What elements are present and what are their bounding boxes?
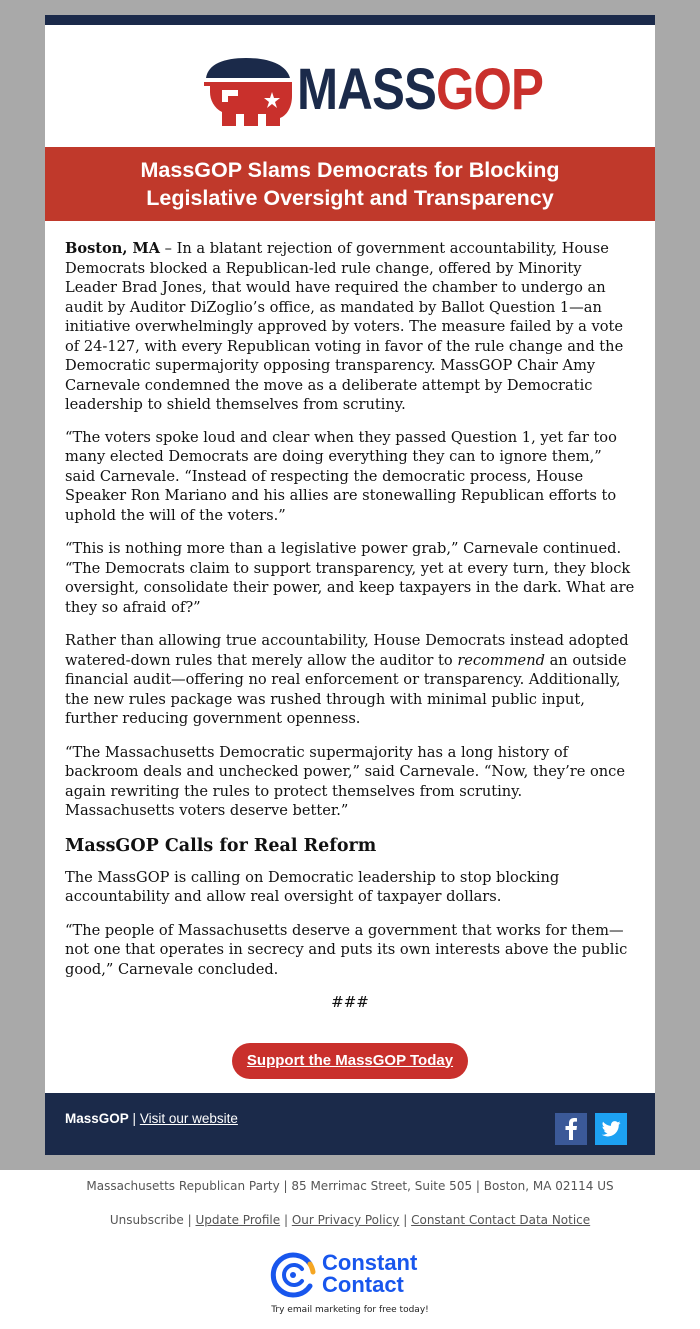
paragraph-5: “The Massachusetts Democratic supermajority has a long history of backroom deals and unchecked power,” said Carnevale. “Now, they’re once again rewriting the rules to protect themselves from scrutiny. Massachusetts voters deserve better.”	[65, 743, 625, 819]
constant-contact-icon	[270, 1252, 316, 1298]
page-title: MassGOP Slams Democrats for Blocking Legislative Oversight and Transparency	[140, 158, 560, 210]
footer-separator: |	[132, 1111, 137, 1126]
paragraph-7: “The people of Massachusetts deserve a government that works for them—not one that operates in secrecy and puts its own interests above the public good,” Carnevale concluded.	[65, 921, 628, 978]
twitter-icon[interactable]	[595, 1113, 627, 1145]
headline-banner	[45, 147, 655, 221]
top-accent-bar	[45, 15, 655, 25]
support-button[interactable]: Support the MassGOP Today	[232, 1043, 468, 1079]
cc-line-2: Contact	[322, 1272, 404, 1297]
constant-contact-wordmark	[322, 1252, 417, 1296]
email-footer	[45, 1093, 655, 1155]
footer-links	[0, 1213, 700, 1227]
paragraph-2: “The voters spoke loud and clear when they passed Question 1, yet far too many elected Democrats are doing everything they can to ignore them,” said Carnevale. “Instead of respecting the democratic process, House Speaker Ron Mariano and his allies are stonewalling Republican efforts to uphold the will of the voters.”	[65, 428, 617, 524]
paragraph-4	[65, 631, 635, 729]
paragraph-1	[65, 239, 635, 415]
visit-website-link[interactable]: Visit our website	[139, 1111, 238, 1126]
end-mark: ###	[331, 993, 369, 1011]
footer-text	[65, 1111, 238, 1126]
cc-line-1: Constant	[322, 1250, 418, 1275]
email-container	[45, 15, 655, 1155]
link-separator: |	[403, 1213, 408, 1227]
dateline: Boston, MA	[65, 240, 161, 257]
logo-gop-text: GOP	[436, 57, 544, 122]
cc-tagline[interactable]: Try email marketing for free today!	[271, 1305, 429, 1315]
logo-wordmark	[297, 57, 544, 122]
facebook-icon[interactable]	[555, 1113, 587, 1145]
postal-address: Massachusetts Republican Party | 85 Merrimac Street, Suite 505 | Boston, MA 02114 US	[86, 1179, 614, 1193]
link-separator: |	[283, 1213, 288, 1227]
constant-contact-logo[interactable]	[270, 1252, 440, 1302]
update-profile-link[interactable]: Update Profile	[195, 1213, 281, 1227]
paragraph-6: The MassGOP is calling on Democratic leadership to stop blocking accountability and allow real oversight of taxpayer dollars.	[65, 868, 560, 905]
logo-mass-text: MASS	[297, 57, 437, 122]
unsubscribe-link[interactable]: Unsubscribe	[109, 1213, 184, 1227]
data-notice-link[interactable]: Constant Contact Data Notice	[411, 1213, 591, 1227]
footer-org-name: MassGOP	[65, 1111, 129, 1126]
logo-area	[45, 25, 655, 147]
section-heading: MassGOP Calls for Real Reform	[65, 835, 377, 856]
paragraph-1-text: – In a blatant rejection of government accountability, House Democrats blocked a Republican-led rule change, offered by Minority Leader Brad Jones, that would have required the chamber to undergo an audit by Auditor DiZoglio’s office, as mandated by Ballot Question 1—an initiative overwhelmingly approved by voters. The measure failed by a vote of 24-127, with every Republican voting in favor of the rule change and the Democratic supermajority opposing transparency. MassGOP Chair Amy Carnevale condemned the move as a deliberate attempt by Democratic leadership to shield themselves from scrutiny.	[65, 240, 624, 413]
article-body	[45, 221, 655, 1079]
cta-wrapper	[65, 1043, 635, 1079]
elephant-logo-icon	[202, 56, 294, 126]
paragraph-4-emphasis: recommend	[457, 651, 545, 669]
massgop-logo[interactable]	[202, 56, 544, 126]
paragraph-3: “This is nothing more than a legislative power grab,” Carnevale continued. “The Democrats claim to support transparency, yet at every turn, they block oversight, consolidate their power, and keep taxpayers in the dark. What are they so afraid of?”	[65, 540, 635, 616]
privacy-policy-link[interactable]: Our Privacy Policy	[291, 1213, 400, 1227]
paragraph-4-text-a: Rather than allowing true accountability, House Democrats instead adopted watered-down rules that merely allow the auditor to	[65, 632, 629, 669]
paragraph-4-text-b: an outside financial audit—offering no real enforcement or transparency. Additionally, the new rules package was rushed through with minimal public input, further reducing government openness.	[65, 651, 627, 727]
link-separator: |	[187, 1213, 192, 1227]
